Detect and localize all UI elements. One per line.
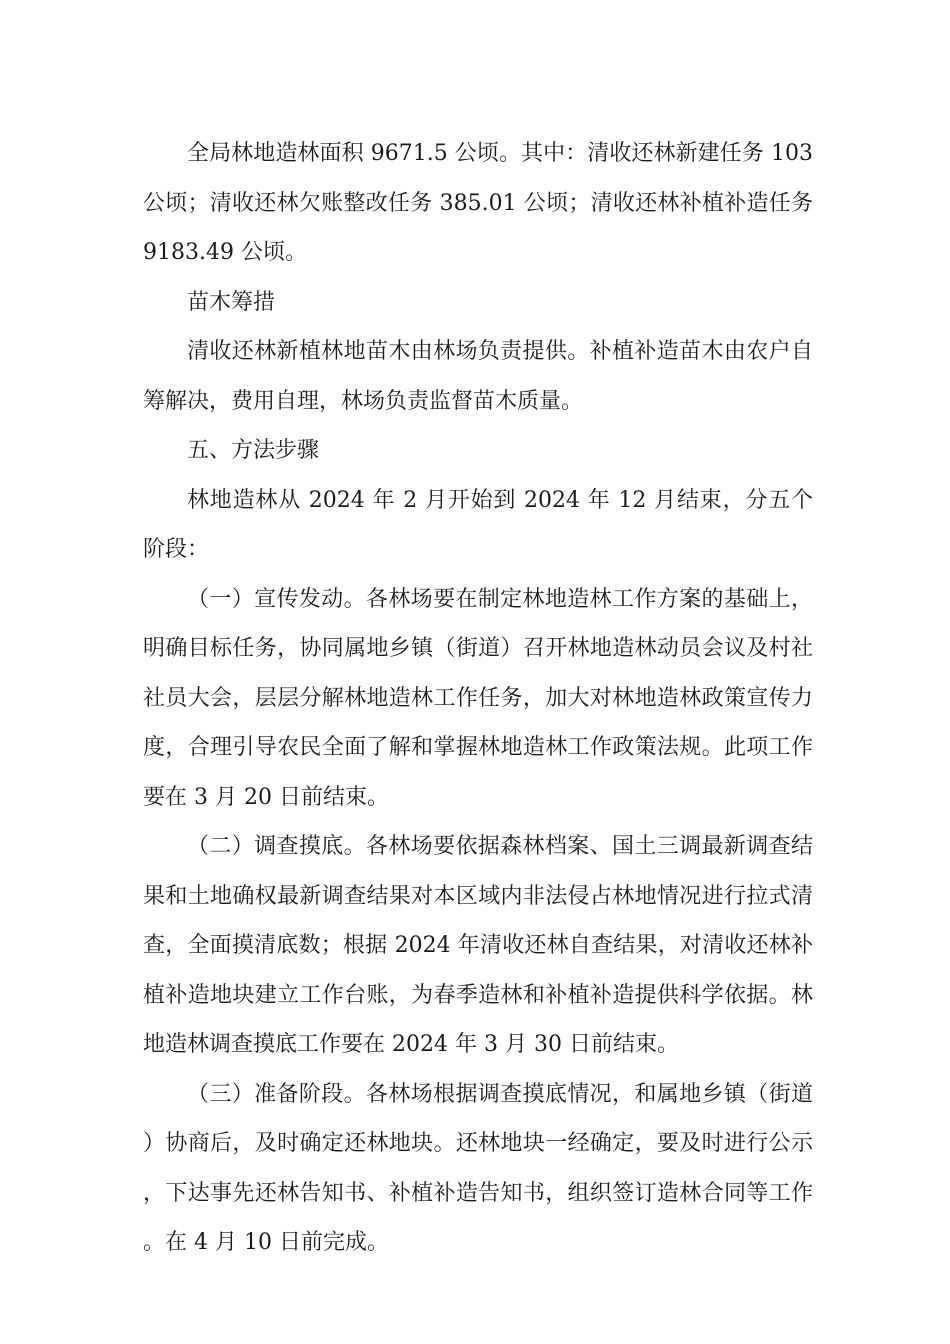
paragraph-seedling-supply: 清收还林新植林地苗木由林场负责提供。补植补造苗木由农户自筹解决，费用自理，林场负责监督苗木质量。: [143, 339, 813, 414]
paragraph-stage-publicity: （一）宣传发动。各林场要在制定林地造林工作方案的基础上，明确目标任务，协同属地乡镇（街道）召开林地造林动员会议及村社社员大会，层层分解林地造林工作任务，加大对林地造林政策宣传力度，合理引导农民全面了解和掌握林地造林工作政策法规。此项工作要在 3 月 20 日前结束。: [143, 586, 813, 810]
paragraph-forest-area-summary: 全局林地造林面积 9671.5 公顷。其中：清收还林新建任务 103 公顷；清收还林欠账整改任务 385.01 公顷；清收还林补植补造任务 9183.49 公顷。: [143, 141, 813, 265]
heading-methods-steps: 五、方法步骤: [187, 438, 320, 463]
paragraph-stage-survey: （二）调查摸底。各林场要依据森林档案、国土三调最新调查结果和土地确权最新调查结果对本区域内非法侵占林地情况进行拉式清查，全面摸清底数；根据 2024 年清收还林自查结果，对清收还林补植补造地块建立工作台账，为春季造林和补植补造提供科学依据。林地造林调查摸底工作要在 2024 年 3 月 30 日前结束。: [143, 834, 813, 1057]
document-body: [143, 129, 813, 1268]
paragraph-stage-preparation: （三）准备阶段。各林场根据调查摸底情况，和属地乡镇（街道）协商后，及时确定还林地块。还林地块一经确定，要及时进行公示，下达事先还林告知书、补植补造告知书，组织签订造林合同等工作。在 4 月 10 日前完成。: [143, 1081, 813, 1255]
paragraph-schedule-overview: 林地造林从 2024 年 2 月开始到 2024 年 12 月结束，分五个阶段：: [143, 487, 813, 562]
heading-seedling-sourcing: 苗木筹措: [187, 289, 276, 315]
